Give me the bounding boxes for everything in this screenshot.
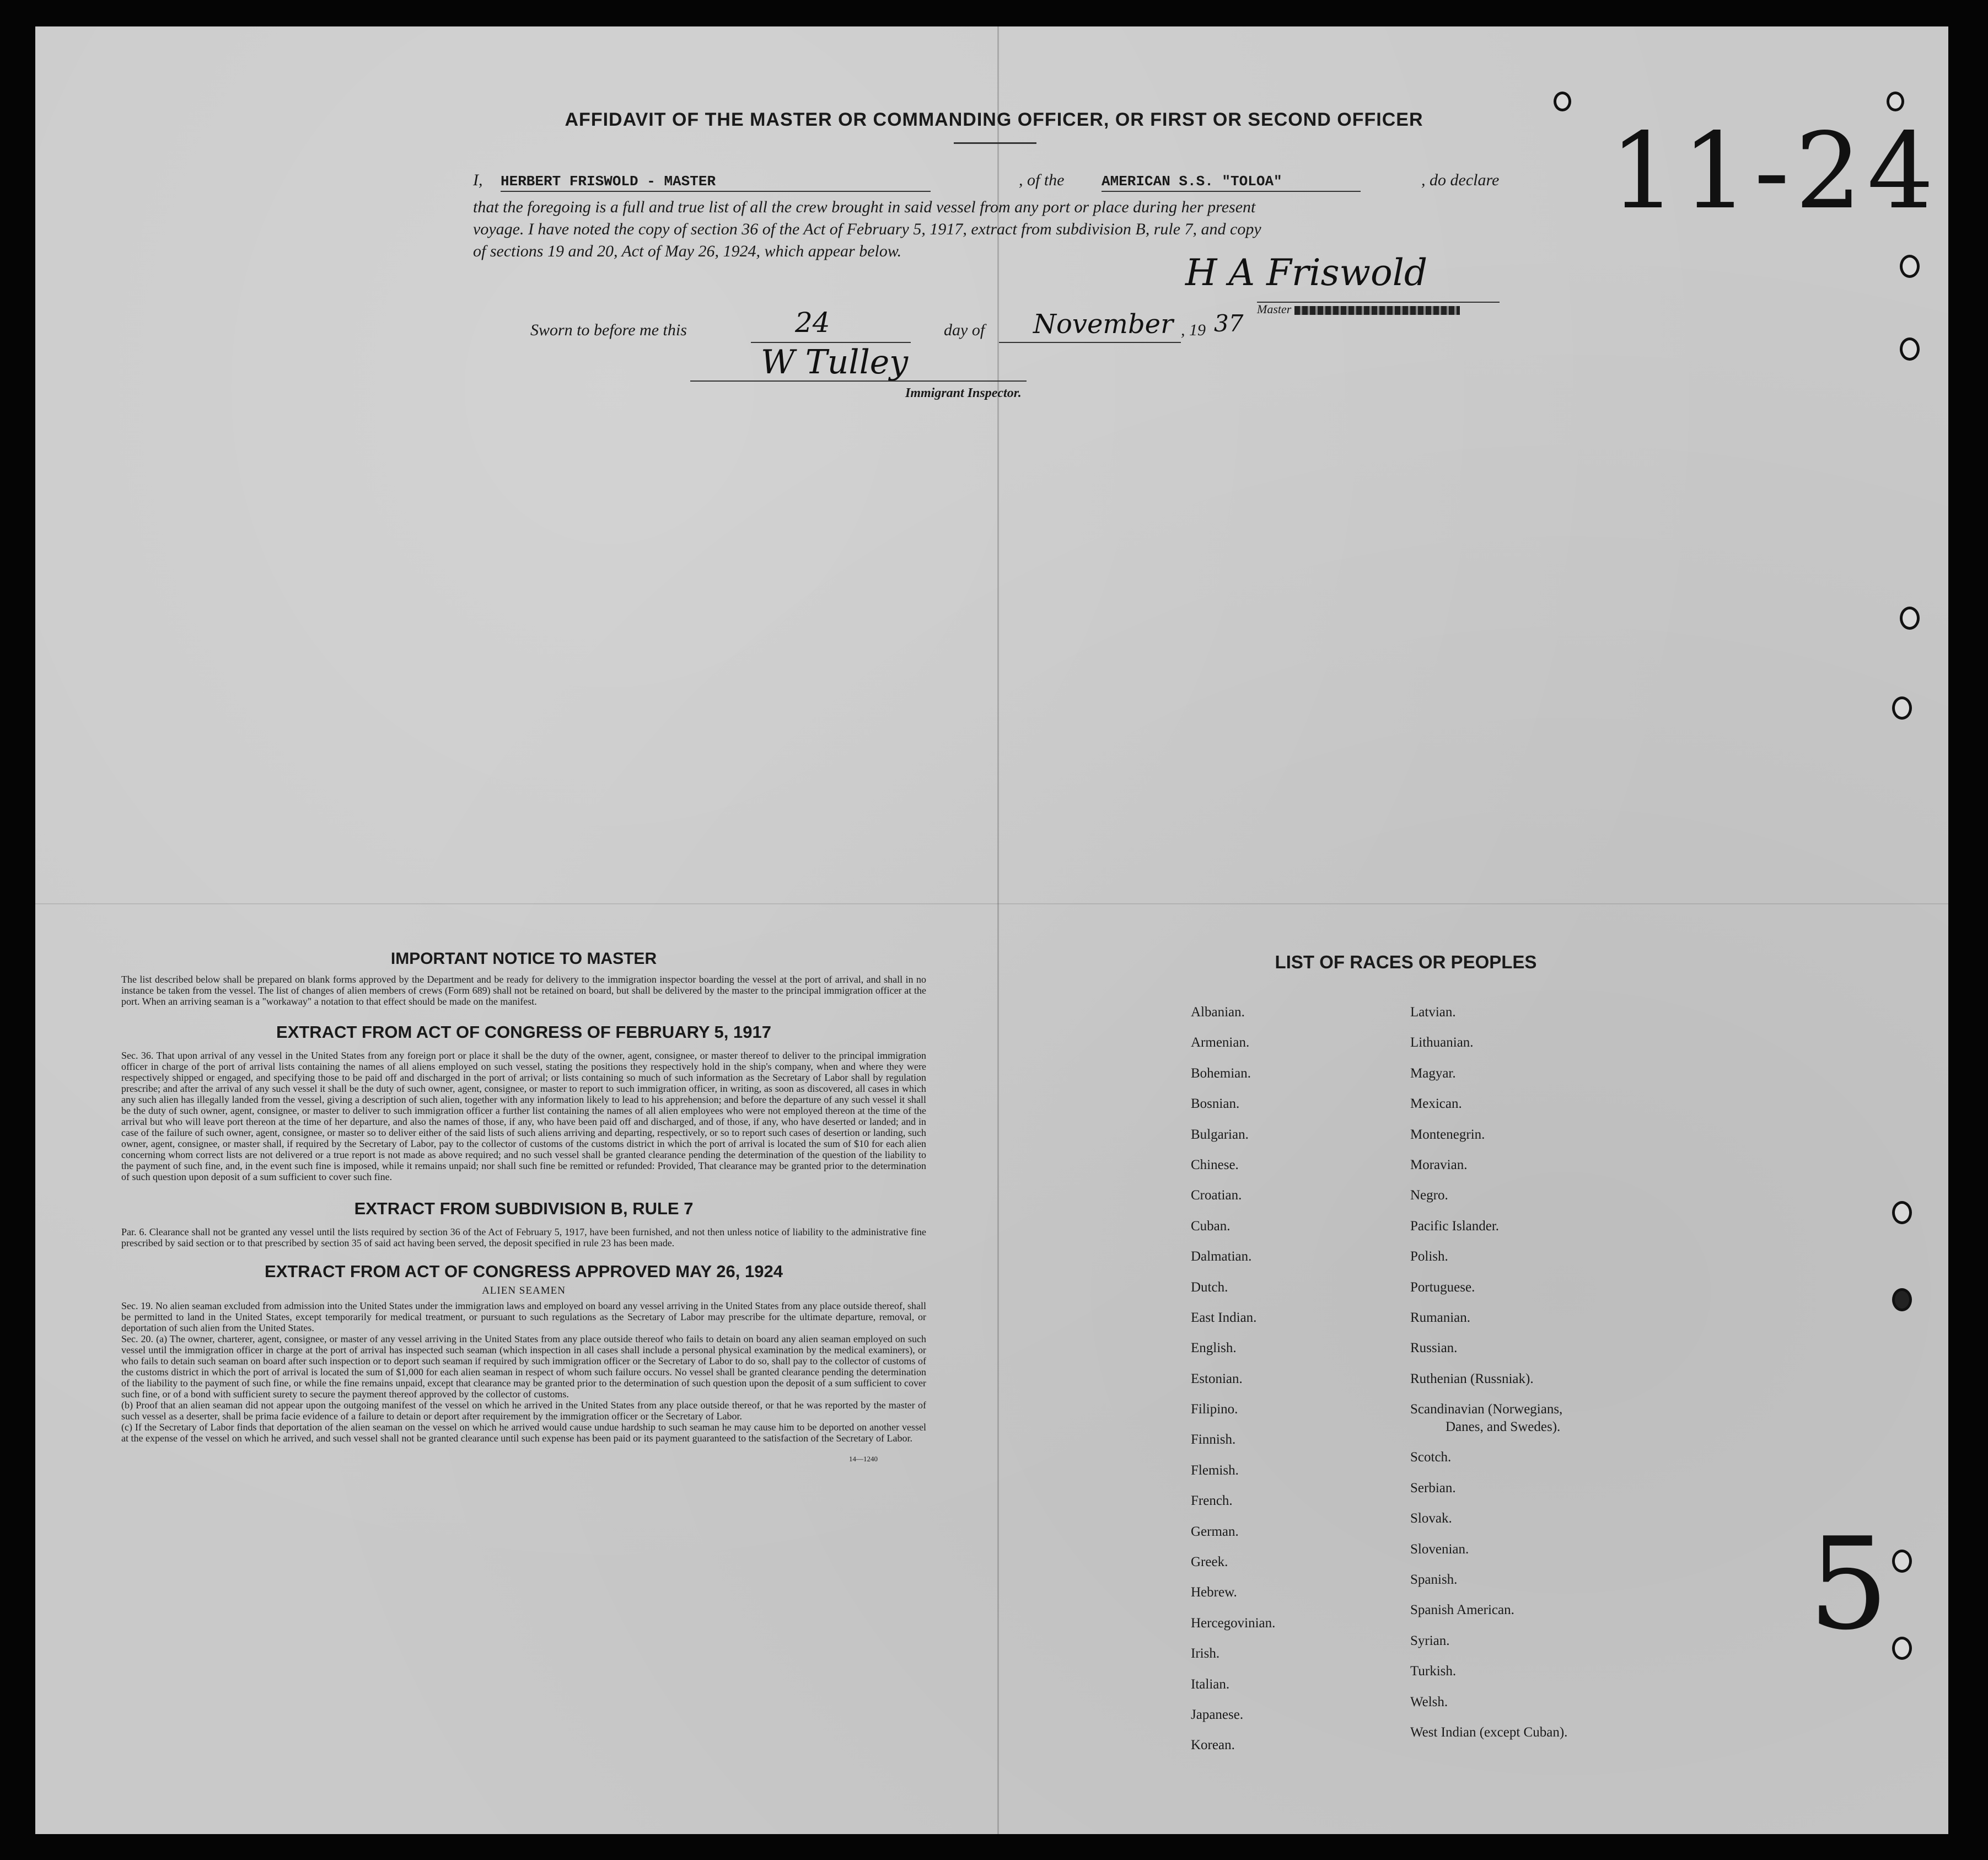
binder-hole-icon — [1892, 696, 1912, 720]
race-list-item: Russian. — [1410, 1341, 1458, 1356]
section-20c-text: (c) If the Secretary of Labor finds that deportation of the alien seaman on the vessel on which he arrived would cause undue hardship to such seaman he may cause him to be deported on another vessel at the expense of the vessel on which he arrived, and such vessel shall not be granted clearance until such expense has been paid or its payment guaranteed to the satisfaction of the Secretary of Labor. — [121, 1422, 926, 1444]
races-list-title: LIST OF RACES OR PEOPLES — [1275, 952, 1537, 972]
race-list-item: German. — [1191, 1524, 1239, 1539]
race-list-item: Croatian. — [1191, 1188, 1242, 1203]
race-list-item: Bohemian. — [1191, 1065, 1251, 1081]
sworn-label: Sworn to before me this — [530, 321, 687, 339]
race-list-item: Moravian. — [1410, 1157, 1468, 1172]
race-list-item: Lithuanian. — [1410, 1035, 1474, 1050]
handwritten-page-number: 11-24 — [1610, 110, 1939, 232]
vessel-name-field: AMERICAN S.S. "TOLOA" — [1102, 173, 1361, 192]
race-list-item: Finnish. — [1191, 1432, 1236, 1448]
race-list-item: Dalmatian. — [1191, 1249, 1252, 1264]
race-list-item: Cuban. — [1191, 1218, 1231, 1234]
race-list-item: Spanish. — [1410, 1572, 1458, 1588]
inspector-signature-line — [690, 379, 1027, 382]
fold-line-horizontal — [35, 903, 1948, 904]
sworn-month: November — [1033, 309, 1174, 340]
master-name-field: HERBERT FRISWOLD - MASTER — [501, 173, 931, 192]
race-list-item: Chinese. — [1191, 1157, 1239, 1172]
rule7-text: Par. 6. Clearance shall not be granted any vessel until the lists required by section 36 of the Act of February 5, 1917, have been furnished, and not then unless notice of liability to the administrative fine prescribed by said section or to that prescribed by section 35 of said act having been served, the deposit specified in rule 23 has been made. — [121, 1226, 926, 1248]
alien-seamen-subtitle: ALIEN SEAMEN — [482, 1285, 566, 1296]
year-prefix: , 19 — [1181, 321, 1206, 339]
affidavit-body-line: that the foregoing is a full and true list of all the crew brought in said vessel from any port or place during her present — [473, 198, 1256, 216]
master-label — [1257, 302, 1460, 317]
extract-1917-title: EXTRACT FROM ACT OF CONGRESS OF FEBRUARY 5, 1917 — [276, 1022, 771, 1042]
race-list-item: French. — [1191, 1493, 1233, 1509]
race-list-item: Japanese. — [1191, 1707, 1244, 1722]
race-list-item: Scotch. — [1410, 1450, 1452, 1465]
master-title: Master — [1257, 302, 1292, 316]
race-list-item: Negro. — [1410, 1188, 1448, 1203]
race-list-item: Magyar. — [1410, 1065, 1456, 1081]
extract-1917-text: Sec. 36. That upon arrival of any vessel in the United States from any foreign port or place it shall be the duty of the owner, agent, consignee, or master thereof to deliver to the principal immigration officer in charge of the port of arrival lists containing the names of all aliens employed on such vessel, stating the positions they respectively hold in the ship's company, when and where they were respectively shipped or engaged, and specifying those to be paid off and discharged in the port of arrival; or lists containing so much of such information as the Secretary of Labor shall by regulation prescribe; and after the arrival of any such vessel it shall be the duty of such owner, agent, consignee, or master to report to such immigration officer, in writing, as soon as discovered, all cases in which any such alien has illegally landed from the vessel, giving a description of such alien, together with any information likely to lead to his apprehension; and before the departure of any such vessel it shall be the duty of such owner, agent, consignee, or master to deliver to such immigration officer a further list containing the names of all alien employees who were not employed thereon at the time of the arrival but who will leave port thereon at the time of her departure, and also the names of those, if any, who have been paid off and discharged, and of those, if any, who have deserted or landed; and in case of the failure of such owner, agent, consignee, or master so to deliver either of the said lists of such aliens arriving and departing, respectively, or so to report such cases of desertion or landing, such owner, agent, consignee, or master shall, if required by the Secretary of Labor, pay to the collector of customs of the customs district in which the port of arrival is located the sum of $10 for each alien concerning whom correct lists are not delivered or a true report is not made as above required; and no such vessel shall be granted clearance pending the determination of the question of the liability to the payment of such fine, and, in the event such fine is imposed, while it remains unpaid; nor shall such fine be remitted or refunded: Provided, That clearance may be granted prior to the determination of such question upon deposit of a sum sufficient to cover such fine. — [121, 1050, 926, 1182]
handwritten-count: 5 — [1808, 1511, 1889, 1658]
extract-1924-title: EXTRACT FROM ACT OF CONGRESS APPROVED MAY 26, 1924 — [265, 1262, 783, 1281]
race-list-item: Pacific Islander. — [1410, 1218, 1500, 1234]
affidavit-body-line: of sections 19 and 20, Act of May 26, 1924, which appear below. — [473, 242, 902, 260]
sworn-year: 37 — [1214, 310, 1244, 337]
race-list-item: West Indian (except Cuban). — [1410, 1724, 1568, 1740]
race-list-item: Latvian. — [1410, 1005, 1456, 1020]
race-list-item: Hebrew. — [1191, 1585, 1237, 1600]
binder-hole-icon — [1554, 92, 1571, 111]
day-of-label: day of — [944, 321, 985, 339]
race-list-item: Mexican. — [1410, 1096, 1462, 1112]
notice-text: The list described below shall be prepared on blank forms approved by the Department and be ready for delivery to the immigration inspector boarding the vessel at the port of arrival, and shall in no instance be taken from the vessel. The list of changes of alien members of crews (Form 689) shall not be retained on board, but shall be delivered by the master to the principal immigration officer at the port. When an arriving seaman is a "workaway" a notation to that effect should be made on the manifest. — [121, 974, 926, 1007]
of-the-label: , of the — [1019, 171, 1065, 189]
inspector-signature: W Tulley — [761, 343, 909, 382]
inspector-label: Immigrant Inspector. — [905, 386, 1022, 400]
race-list-item: Spanish American. — [1410, 1602, 1514, 1618]
binder-hole-icon — [1892, 1288, 1912, 1311]
race-list-item: East Indian. — [1191, 1310, 1257, 1325]
month-field-line — [999, 341, 1181, 343]
affidavit-body-line: voyage. I have noted the copy of section 36 of the Act of February 5, 1917, extract from subdivision B, rule 7, and copy — [473, 220, 1261, 238]
fold-line-vertical — [997, 26, 999, 1834]
race-list-item: Filipino. — [1191, 1402, 1238, 1417]
race-list-item: English. — [1191, 1341, 1237, 1356]
binder-hole-icon — [1892, 1201, 1912, 1224]
title-divider — [954, 142, 1036, 144]
race-list-item: Welsh. — [1410, 1694, 1448, 1709]
section-20b-text: (b) Proof that an alien seaman did not appear upon the outgoing manifest of the vessel on which he arrived in the United States from any place outside thereof, or that he was reported by the master of such vessel as a deserter, shall be prima facie evidence of a failure to detain or deport after requirement by the immigration officer or the Secretary of Labor. — [121, 1400, 926, 1422]
section-19-text: Sec. 19. No alien seaman excluded from admission into the United States under the immigration laws and employed on board any vessel arriving in the United States from any place outside thereof, shall be permitted to land in the United States, except temporarily for medical treatment, or pursuant to such regulations as the Secretary of Labor may prescribe for the ultimate departure, removal, or deportation of such alien from the United States. — [121, 1300, 926, 1333]
race-list-item: Montenegrin. — [1410, 1127, 1485, 1142]
race-list-item: Bosnian. — [1191, 1096, 1240, 1112]
binder-hole-icon — [1900, 337, 1920, 361]
race-list-item: Italian. — [1191, 1676, 1230, 1692]
race-list-item: Greek. — [1191, 1555, 1228, 1570]
race-list-item: Polish. — [1410, 1249, 1448, 1264]
master-signature: H A Friswold — [1185, 251, 1428, 294]
race-list-item: Rumanian. — [1410, 1310, 1471, 1325]
do-declare-label: , do declare — [1421, 171, 1500, 189]
race-list-item: Serbian. — [1410, 1480, 1456, 1495]
binder-hole-icon — [1892, 1550, 1912, 1573]
race-list-item: Portuguese. — [1410, 1279, 1475, 1295]
race-list-item: Korean. — [1191, 1738, 1235, 1753]
race-list-item: Dutch. — [1191, 1279, 1228, 1295]
affidavit-title: AFFIDAVIT OF THE MASTER OR COMMANDING OFFICER, OR FIRST OR SECOND OFFICER — [565, 109, 1423, 130]
race-list-item: Slovenian. — [1410, 1541, 1469, 1557]
notice-title: IMPORTANT NOTICE TO MASTER — [390, 950, 657, 968]
race-list-item: Scandinavian (Norwegians, — [1410, 1402, 1563, 1417]
race-list-item: Hercegovinian. — [1191, 1615, 1276, 1631]
race-list-item: Armenian. — [1191, 1035, 1250, 1050]
i-label: I, — [473, 171, 483, 189]
race-list-item: Irish. — [1191, 1646, 1220, 1661]
race-list-item: Syrian. — [1410, 1633, 1450, 1648]
races-column-left — [1191, 1005, 1400, 1768]
form-number: 14—1240 — [849, 1455, 878, 1463]
affidavit-declaration-line — [473, 171, 1537, 193]
binder-hole-icon — [1892, 1637, 1912, 1660]
race-list-item: Slovak. — [1410, 1511, 1452, 1526]
struck-out-text — [1294, 306, 1460, 315]
sworn-day: 24 — [795, 307, 830, 339]
races-column-right — [1410, 1005, 1697, 1755]
notices-column — [121, 950, 926, 1464]
race-list-item: Estonian. — [1191, 1371, 1243, 1386]
binder-hole-icon — [1900, 255, 1920, 278]
race-list-item: Turkish. — [1410, 1664, 1457, 1679]
binder-hole-icon — [1887, 92, 1904, 111]
binder-hole-icon — [1900, 607, 1920, 630]
race-list-item: Albanian. — [1191, 1005, 1245, 1020]
race-list-item: Danes, and Swedes). — [1446, 1419, 1561, 1435]
race-list-item: Flemish. — [1191, 1462, 1239, 1478]
rule7-title: EXTRACT FROM SUBDIVISION B, RULE 7 — [354, 1199, 694, 1218]
race-list-item: Bulgarian. — [1191, 1127, 1249, 1142]
section-20a-text: Sec. 20. (a) The owner, charterer, agent, consignee, or master of any vessel arriving in the United States from any place outside thereof who fails to detain on board any alien seaman employed on such vessel until the immigration officer in charge at the port of arrival has inspected such seaman (which inspection in all cases shall include a personal physical examination by the medical examiners), or who fails to detain such seaman on board after such inspection or to deport such seaman if required by such immigration officer or the Secretary of Labor to do so, shall pay to the collector of customs of the customs district in which the port of arrival is located the sum of $1,000 for each alien seaman in respect of whom such failure occurs. No vessel shall be granted clearance pending the determination of the liability to the payment of such fine, or while the fine remains unpaid, except that clearance may be granted prior to the determination of such question upon the deposit of a sum sufficient to cover such fine, or of a bond with sufficient surety to secure the payment thereof approved by the collector of customs. — [121, 1333, 926, 1400]
race-list-item: Ruthenian (Russniak). — [1410, 1371, 1534, 1386]
